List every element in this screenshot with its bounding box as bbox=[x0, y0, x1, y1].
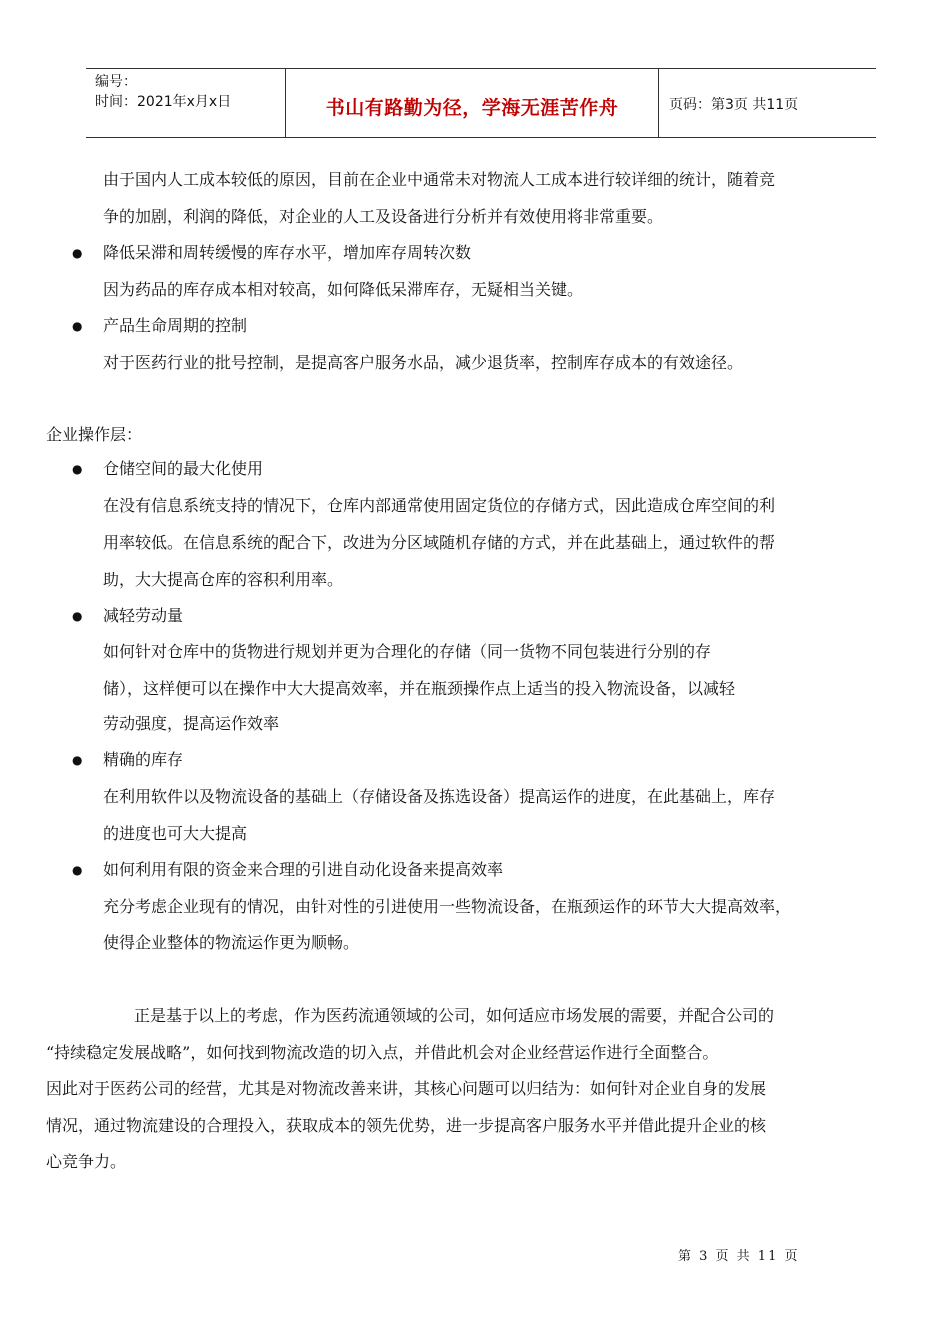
conclusion-line: 心竞争力。 bbox=[46, 1152, 127, 1171]
paragraph-line: 因为药品的库存成本相对较高，如何降低呆滞库存，无疑相当关键。 bbox=[103, 280, 584, 299]
bullet-icon: ● bbox=[72, 753, 83, 767]
paragraph-line: 用率较低。在信息系统的配合下，改进为分区域随机存储的方式，并在此基础上，通过软件的帮 bbox=[103, 533, 776, 552]
header-motto: 书山有路勤为径，学海无涯苦作舟 bbox=[286, 69, 659, 137]
header-meta bbox=[86, 69, 286, 137]
page-header bbox=[86, 68, 876, 138]
page-footer: 第 3 页 共 11 页 bbox=[678, 1249, 800, 1264]
bullet-icon: ● bbox=[72, 319, 83, 333]
paragraph-line: 如何针对仓库中的货物进行规划并更为合理化的存储（同一货物不同包装进行分别的存 bbox=[103, 642, 712, 661]
bullet-icon: ● bbox=[72, 609, 83, 623]
bullet-title: 降低呆滞和周转缓慢的库存水平，增加库存周转次数 bbox=[103, 243, 472, 262]
paragraph-line: 的进度也可大大提高 bbox=[103, 824, 248, 843]
conclusion-line: 情况，通过物流建设的合理投入，获取成本的领先优势，进一步提高客户服务水平并借此提升企业的核 bbox=[46, 1116, 767, 1135]
bullet-icon: ● bbox=[72, 462, 83, 476]
paragraph-line: 争的加剧，利润的降低，对企业的人工及设备进行分析并有效使用将非常重要。 bbox=[103, 207, 664, 226]
paragraph-line: 劳动强度，提高运作效率 bbox=[103, 714, 280, 733]
bullet-icon: ● bbox=[72, 246, 83, 260]
bullet-title: 减轻劳动量 bbox=[103, 606, 184, 625]
bullet-title: 如何利用有限的资金来合理的引进自动化设备来提高效率 bbox=[103, 860, 504, 879]
conclusion-line: 因此对于医药公司的经营，尤其是对物流改善来讲，其核心问题可以归结为：如何针对企业自身的发展 bbox=[46, 1079, 767, 1098]
bullet-title: 精确的库存 bbox=[103, 750, 184, 769]
paragraph-line: 在没有信息系统支持的情况下，仓库内部通常使用固定货位的存储方式，因此造成仓库空间的利 bbox=[103, 496, 776, 515]
number-label: 编号： bbox=[95, 74, 137, 90]
paragraph-line: 充分考虑企业现有的情况，由针对性的引进使用一些物流设备，在瓶颈运作的环节大大提高效率， bbox=[103, 897, 792, 916]
paragraph-line: 对于医药行业的批号控制，是提高客户服务水品，减少退货率，控制库存成本的有效途径。 bbox=[103, 353, 744, 372]
paragraph-line: 助，大大提高仓库的容积利用率。 bbox=[103, 570, 344, 589]
bullet-title: 仓储空间的最大化使用 bbox=[103, 459, 264, 478]
section-title: 企业操作层： bbox=[46, 425, 143, 444]
header-page-info: 页码：第3页 共11页 bbox=[669, 97, 799, 113]
paragraph-line: 在利用软件以及物流设备的基础上（存储设备及拣选设备）提高运作的进度，在此基础上，库存 bbox=[103, 787, 776, 806]
conclusion-line: “持续稳定发展战略”，如何找到物流改造的切入点，并借此机会对企业经营运作进行全面整合。 bbox=[46, 1043, 719, 1062]
paragraph-line: 由于国内人工成本较低的原因，目前在企业中通常未对物流人工成本进行较详细的统计，随着竞 bbox=[103, 170, 776, 189]
paragraph-line: 储），这样便可以在操作中大大提高效率，并在瓶颈操作点上适当的投入物流设备，以减轻 bbox=[103, 679, 736, 698]
bullet-icon: ● bbox=[72, 863, 83, 877]
conclusion-line: 正是基于以上的考虑，作为医药流通领域的公司，如何适应市场发展的需要，并配合公司的 bbox=[134, 1006, 775, 1025]
bullet-title: 产品生命周期的控制 bbox=[103, 316, 248, 335]
time-label: 时间：2021年x月x日 bbox=[95, 94, 232, 110]
paragraph-line: 使得企业整体的物流运作更为顺畅。 bbox=[103, 933, 360, 952]
